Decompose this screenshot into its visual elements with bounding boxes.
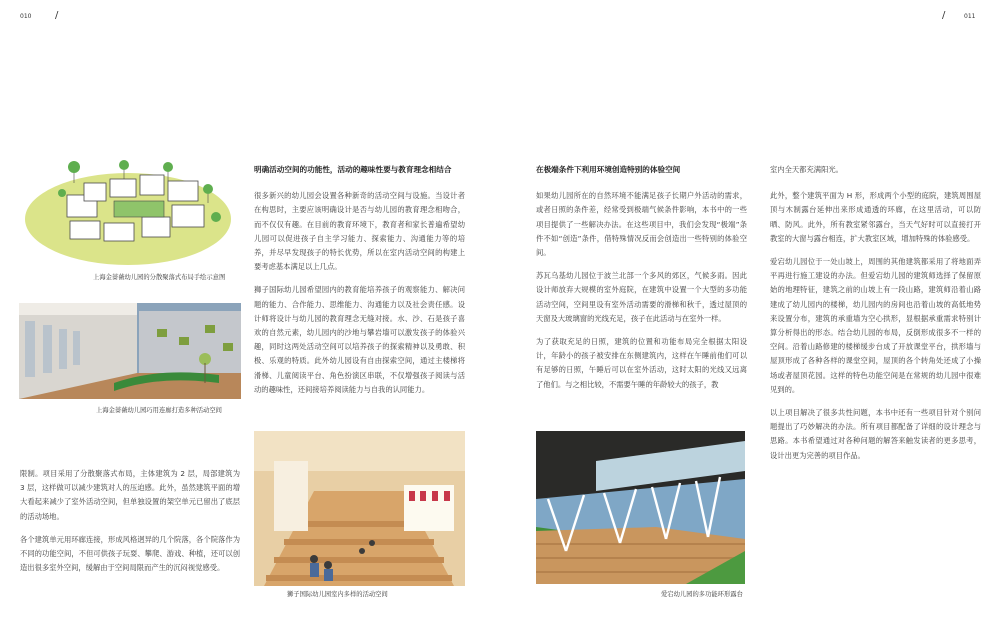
section-heading: 明确活动空间的功能性，活动的趣味性要与教育理念相结合: [254, 165, 452, 174]
paragraph: 限制。项目采用了分散聚落式布局，主体建筑为 2 层，局部建筑为 3 层，这样做可以减少建筑对人的压迫感。此外，虽然建筑平面的增大看起来减少了室外活动空间，但单独设置的架空单元已留出了底层的活动场地。: [20, 469, 240, 521]
paragraph: 苏瓦乌基幼儿园位于波兰北部一个多风的郊区，气候多雨。因此设计师放弃大规模的室外庭院，在建筑中设置一个大型的多功能活动空间，空间里设有室外活动需要的滑梯和秋千，透过屋顶的天窗及大玻璃窗的光线充足，孩子在此活动与在室外一样。: [536, 271, 747, 323]
page-divider-slash-right: /: [942, 10, 946, 21]
text-column-2: [254, 163, 465, 406]
kindergarten-sketch-image: [22, 155, 242, 270]
caption-interior: 狮子国际幼儿园室内多样的活动空间: [287, 591, 388, 598]
page-number-right: 011: [964, 13, 976, 20]
page-divider-slash-left: /: [55, 10, 59, 21]
text-column-4: [770, 163, 981, 472]
caption-terrace: 爱宕幼儿园的多功能环形露台: [661, 591, 743, 598]
paragraph: 为了获取充足的日照，建筑的位置和功能布局完全根据太阳设计，年龄小的孩子被安排在东侧建筑内，这样在午睡前他们可以有足够的日照，午睡后可以在室外活动，这时太阳的光线又远离了他们。与之相比较，不需要午睡的年龄较大的孩子，教: [536, 337, 747, 389]
paragraph: 狮子国际幼儿园希望园内的教育能培养孩子的观察能力、解决问题的能力、合作能力、思维能力、沟通能力以及社会责任感。设计师将设计与幼儿园的教育理念无缝对接。水、沙、石是孩子喜欢的自然元素，幼儿园内的沙地与攀岩墙可以激发孩子的体验兴趣，同时这两处活动空间可以培养孩子的探索精神以及勇敢、积极、乐观的特质。此外幼儿园设有自由探索空间，通过主楼梯将滑梯、儿童阅读平台、角色扮演区串联，不仅增强孩子阅读与活动的趣味性，还间接培养阅读能力与自我的认同能力。: [254, 285, 465, 394]
page-number-left: 010: [20, 13, 32, 20]
paragraph: 各个建筑单元用环廊连接，形成风格迥异的几个院落，各个院落作为不同的功能空间，不但可供孩子玩耍、攀爬、游戏、种植，还可以创造出很多室外空间，缓解由于空间局限而产生的沉闷视觉感受。: [20, 534, 240, 573]
terrace-photo: [536, 431, 745, 584]
text-column-1: [20, 467, 240, 584]
paragraph: 爱宕幼儿园位于一处山坡上，周围的其他建筑都采用了将地面弄平再进行施工建设的办法。但爱宕幼儿园的建筑师选择了保留原始的地理特征，建筑之前的山坡上有一段山路，建筑师沿着山路建成了幼儿园内的楼梯，幼儿园内的房间也沿着山坡的高低地势来设置分布，建筑的承重墙为空心拱形，显根据承重需求特别计算分析得出的形态。结合幼儿园的布局，反倒形成很多不一样的空间。沿着山路修建的楼梯缓步台成了开放课堂平台，拱形墙与屋顶形成了各种各样的课堂空间，屋顶的各个转角处还成了小操场或者屋顶花园。这样的特色功能空间是在常规的幼儿园中很难见到的。: [770, 257, 981, 394]
corridor-photo: [19, 303, 241, 399]
section-heading: 在极端条件下利用环境创造特别的体验空间: [536, 165, 681, 174]
paragraph: 室内全天都充满阳光。: [770, 165, 843, 174]
caption-corridor: 上海金蔷薇幼儿园巧用连廊打造多种活动空间: [96, 407, 222, 414]
paragraph: 如果幼儿园所在的自然环境不能满足孩子长期户外活动的需求，或者日照的条件差，经常受到极端气候条件影响，本书中的一些项目提供了一些解决办法。在这些项目中，我们会发现“极端”条件不如“创造”条件，借特殊情况反而会创造出一些特别的体验空间。: [536, 191, 747, 258]
paragraph: 以上项目解决了很多共性问题，本书中还有一些项目针对个别问题提出了巧妙解决的办法。所有项目都配备了详细的设计理念与思路。本书希望通过对各种问题的解答来触发读者的更多思考，设计出更为完善的项目作品。: [770, 408, 981, 460]
text-column-3: [536, 163, 747, 401]
paragraph: 此外，整个建筑平面为 H 形，形成两个小型的庭院，建筑周围屋顶与木制露台延伸出来形成通透的环廊，在这里活动，可以防晒、防风。此外，所有教室紧邻露台，当天气好时可以直接打开教室的大窗与露台相连，扩大教室区域，增加特殊的体验感受。: [770, 191, 981, 243]
interior-photo: [254, 431, 465, 586]
caption-sketch: 上海金蔷薇幼儿园的分散聚落式布局手绘示意图: [93, 274, 226, 281]
paragraph: 很多新兴的幼儿园会设置各种新奇的活动空间与设施。当设计者在构思时，主要应该明确设计是否与幼儿园的教育理念相吻合，而不仅仅有趣。在目前的教育环境下，教育者和家长普遍希望幼儿园可以促进孩子自主学习能力、探索能力、沟通能力等的培养，并尽早发现孩子的特长优势，所以在室内活动空间的构建上要考虑基本满足以上几点。: [254, 191, 465, 272]
